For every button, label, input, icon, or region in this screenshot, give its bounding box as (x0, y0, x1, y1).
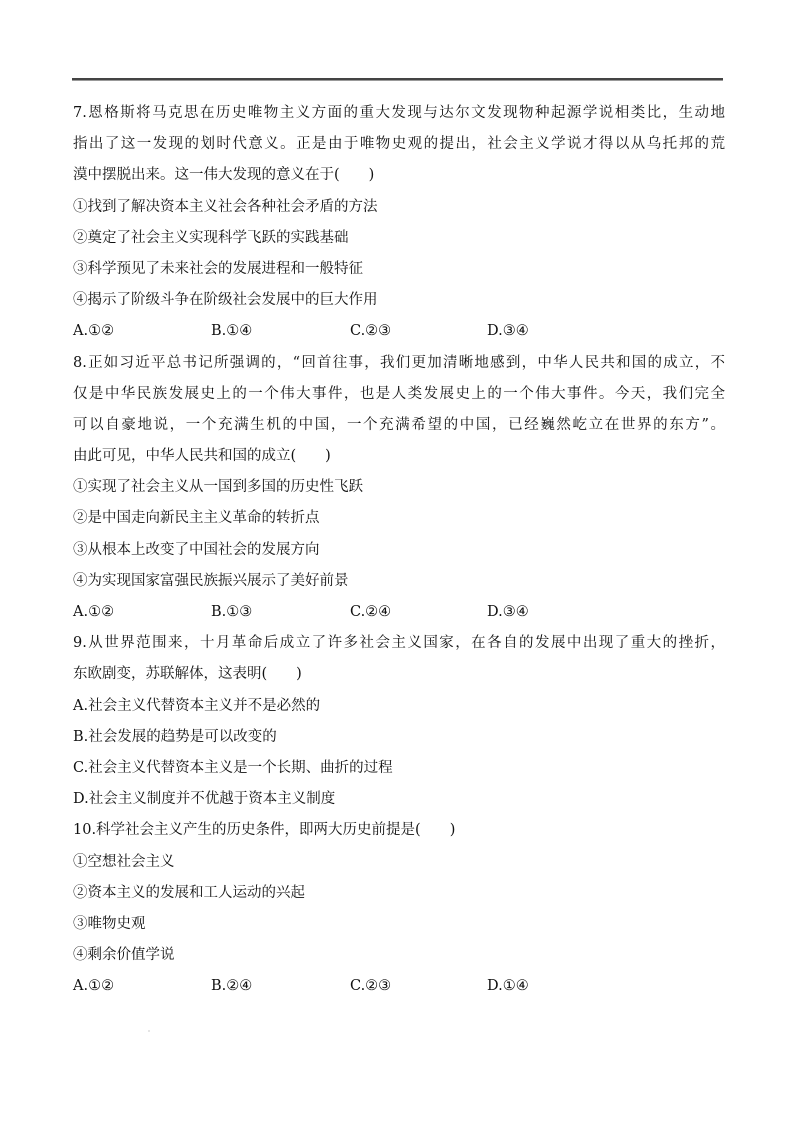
statement-item: ①找到了解决资本主义社会各种社会矛盾的方法 (73, 198, 378, 215)
answer-options (73, 597, 725, 628)
option-c: C.②④ (350, 604, 392, 620)
question-stem-line: 由此可见，中华人民共和国的成立( ) (73, 448, 331, 465)
question-10 (73, 815, 725, 1002)
statement-item: ④剩余价值学说 (73, 947, 175, 964)
question-list (73, 98, 725, 1002)
option-d: D.③④ (487, 323, 529, 340)
option-a: A.①② (73, 323, 115, 340)
statement-item: ③科学预见了未来社会的发展进程和一般特征 (73, 260, 363, 277)
option-b: B.②④ (211, 978, 253, 995)
question-stem-line: 仅是中华民族发展史上的一个伟大事件，也是人类发展史上的一个伟大事件。今天，我们完全 (73, 385, 725, 402)
option-c: C.②③ (350, 978, 392, 995)
question-7 (73, 98, 725, 348)
question-stem-line: 东欧剧变，苏联解体，这表明( ) (73, 666, 302, 683)
option-b: B.①③ (211, 604, 253, 620)
statement-item: ②奠定了社会主义实现科学飞跃的实践基础 (73, 229, 349, 246)
statement-item: ④揭示了阶级斗争在阶级社会发展中的巨大作用 (73, 292, 378, 309)
option-d: D.①④ (487, 978, 529, 995)
question-stem-line: 7.恩格斯将马克思在历史唯物主义方面的重大发现与达尔文发现物种起源学说相类比，生动地 (73, 105, 725, 121)
statement-item: ③唯物史观 (73, 915, 146, 932)
choice-d: D.社会主义制度并不优越于资本主义制度 (73, 791, 336, 808)
answer-options (73, 316, 725, 347)
statement-item: ④为实现国家富强民族振兴展示了美好前景 (73, 572, 349, 589)
question-9 (73, 628, 725, 815)
question-8 (73, 348, 725, 629)
question-stem-line: 可以自豪地说，一个充满生机的中国，一个充满希望的中国，已经巍然屹立在世界的东方”。 (73, 416, 725, 433)
option-a: A.①② (73, 978, 115, 995)
statement-item: ②资本主义的发展和工人运动的兴起 (73, 884, 305, 901)
statement-item: ①空想社会主义 (73, 853, 175, 870)
question-stem-line: 指出了这一发现的划时代意义。正是由于唯物史观的提出，社会主义学说才得以从乌托邦的荒 (73, 136, 725, 153)
scan-speck (148, 1030, 150, 1032)
question-stem-line: 9.从世界范围来，十月革命后成立了许多社会主义国家，在各自的发展中出现了重大的挫折， (73, 635, 725, 652)
question-stem-line: 8.正如习近平总书记所强调的，“回首往事，我们更加清晰地感到，中华人民共和国的成立，不 (73, 354, 725, 371)
option-d: D.③④ (487, 604, 529, 620)
question-stem-line: 漠中摆脱出来。这一伟大发现的意义在于( ) (73, 167, 375, 184)
statement-item: ③从根本上改变了中国社会的发展方向 (73, 541, 320, 558)
statement-item: ①实现了社会主义从一国到多国的历史性飞跃 (73, 479, 363, 496)
choice-c: C.社会主义代替资本主义是一个长期、曲折的过程 (73, 759, 393, 776)
option-b: B.①④ (211, 323, 253, 340)
statement-item: ②是中国走向新民主主义革命的转折点 (73, 510, 320, 527)
question-stem-line: 10.科学社会主义产生的历史条件，即两大历史前提是( ) (73, 822, 456, 839)
choice-a: A.社会主义代替资本主义并不是必然的 (73, 697, 321, 714)
answer-options (73, 971, 725, 1002)
choice-b: B.社会发展的趋势是可以改变的 (73, 728, 277, 745)
header-rule (72, 78, 723, 81)
option-c: C.②③ (350, 323, 392, 340)
option-a: A.①② (73, 604, 115, 620)
